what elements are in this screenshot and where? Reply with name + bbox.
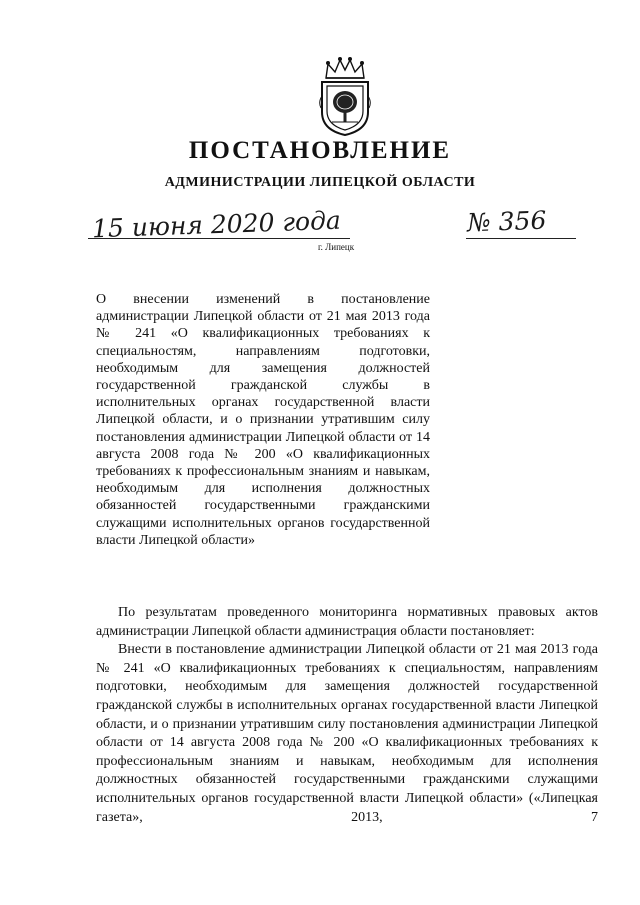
issuer-name: АДМИНИСТРАЦИИ ЛИПЕЦКОЙ ОБЛАСТИ: [164, 175, 476, 190]
coat-of-arms-icon: [318, 56, 372, 136]
document-body: [96, 604, 598, 827]
handwritten-number: № 356: [466, 205, 547, 238]
subject-text: О внесении изменений в постановление администрации Липецкой области от 21 мая 2013 года № 241 «О квалификационных требованиях к специальностям, направлениям подготовки, необходимым для замещения должностей государственной гражданской службы в исполнительных органах государственной власти Липецкой области, и о признании утратившим силу постановления администрации Липецкой области от 14 августа 2008 года № 200 «О квалификационных требованиях к профессиональным знаниям и навыкам, необходимым для исполнения должностных обязанностей государственными гражданскими служащими исполнительных органов государственной власти Липецкой области»: [96, 292, 430, 548]
number-underline: [466, 238, 576, 239]
city-label: г. Липецк: [318, 242, 355, 252]
date-underline: [88, 238, 350, 239]
document-title: ПОСТАНОВЛЕНИЕ: [188, 137, 452, 164]
body-paragraph-2: Внести в постановление администрации Липецкой области от 21 мая 2013 года № 241 «О квалификационных требованиях к специальностям, направлениям подготовки, необходимым для замещения должностей государственной гражданской службы в исполнительных органах государственной власти Липецкой области, и о признании утратившим силу постановления администрации Липецкой области от 14 августа 2008 года № 200 «О квалификационных требованиях к профессиональным знаниям и навыкам, необходимым для исполнения должностных обязанностей государственными гражданскими служащими исполнительных органов государственной власти Липецкой области» («Липецкая газета», 2013, 7: [96, 642, 598, 825]
subject-block: [96, 291, 430, 549]
handwritten-date: 15 июня 2020 года: [91, 205, 342, 244]
body-paragraph-1: По результатам проведенного мониторинга нормативных правовых актов администрации Липецкой области администрация области постановляет:: [96, 605, 598, 639]
